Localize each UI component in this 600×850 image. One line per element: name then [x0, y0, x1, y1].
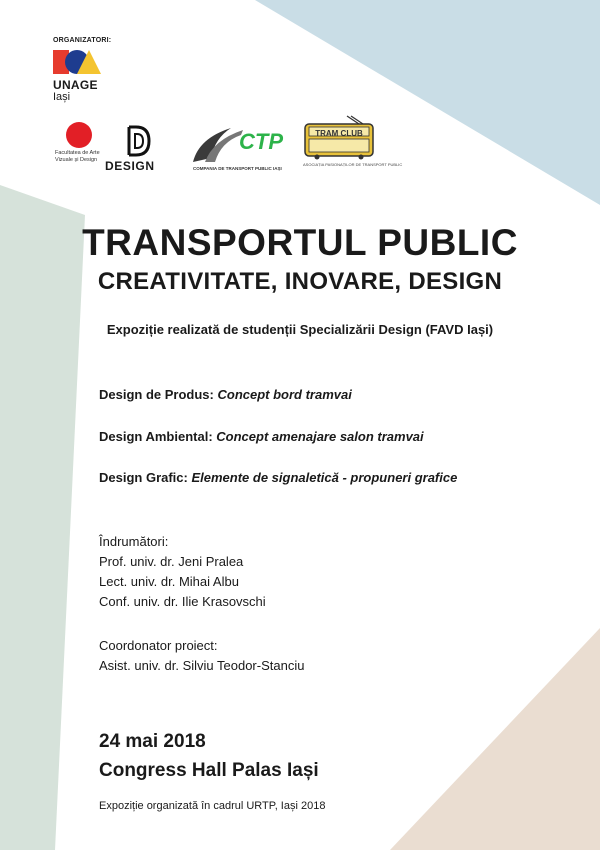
section-label: Design Ambiental:	[99, 429, 213, 444]
event-venue: Congress Hall Palas Iași	[99, 760, 319, 781]
section-ambient-design	[99, 429, 424, 444]
tram-club-subtitle: ASOCIAȚIA PASIONAȚILOR DE TRANSPORT PUBLIC	[303, 162, 403, 167]
unage-city: Iași	[53, 91, 71, 103]
section-value: Elemente de signaletică - propuneri grafice	[191, 470, 458, 485]
tram-club-logo-icon	[303, 114, 375, 160]
footer-note: Expoziție organizată în cadrul URTP, Iași 2018	[99, 800, 326, 812]
design-logo-word: DESIGN	[105, 159, 155, 173]
section-value: Concept bord tramvai	[217, 387, 352, 402]
project-coordinator-heading: Coordonator proiect:	[99, 638, 218, 653]
coordinators-heading: Îndrumători:	[99, 534, 169, 549]
section-graphic-design	[99, 470, 457, 485]
coordinator-name: Lect. univ. dr. Mihai Albu	[99, 574, 239, 589]
exhibition-description: Expoziție realizată de studenții Specializării Design (FAVD Iași)	[106, 322, 494, 337]
unage-logo-icon	[53, 50, 101, 74]
ctp-logo-icon	[191, 122, 296, 166]
coordinator-name: Conf. univ. dr. Ilie Krasovschi	[99, 594, 266, 609]
coordinator-name: Prof. univ. dr. Jeni Pralea	[99, 554, 244, 569]
unage-name: UNAGE	[53, 78, 98, 92]
poster-subtitle: CREATIVITATE, INOVARE, DESIGN	[97, 268, 503, 295]
section-label: Design de Produs:	[99, 387, 214, 402]
favd-red-circle-icon	[66, 122, 92, 148]
design-d-icon	[126, 124, 152, 158]
section-product-design	[99, 387, 352, 402]
organizers-label: ORGANIZATORI:	[53, 37, 112, 44]
section-label: Design Grafic:	[99, 470, 188, 485]
ctp-subtitle: COMPANIA DE TRANSPORT PUBLIC IAȘI	[193, 166, 282, 171]
favd-text: Facultatea de Arte Vizuale și Design	[55, 150, 100, 163]
event-date: 24 mai 2018	[99, 731, 206, 752]
poster-title: TRANSPORTUL PUBLIC	[82, 222, 518, 263]
project-coordinator-name: Asist. univ. dr. Silviu Teodor-Stanciu	[99, 658, 305, 673]
section-value: Concept amenajare salon tramvai	[216, 429, 424, 444]
tram-logo-word-1: TRAM CLUB	[315, 129, 363, 138]
svg-text:CTP: CTP	[239, 129, 283, 154]
coordinators-block	[99, 532, 266, 612]
project-coordinator-block	[99, 636, 304, 676]
